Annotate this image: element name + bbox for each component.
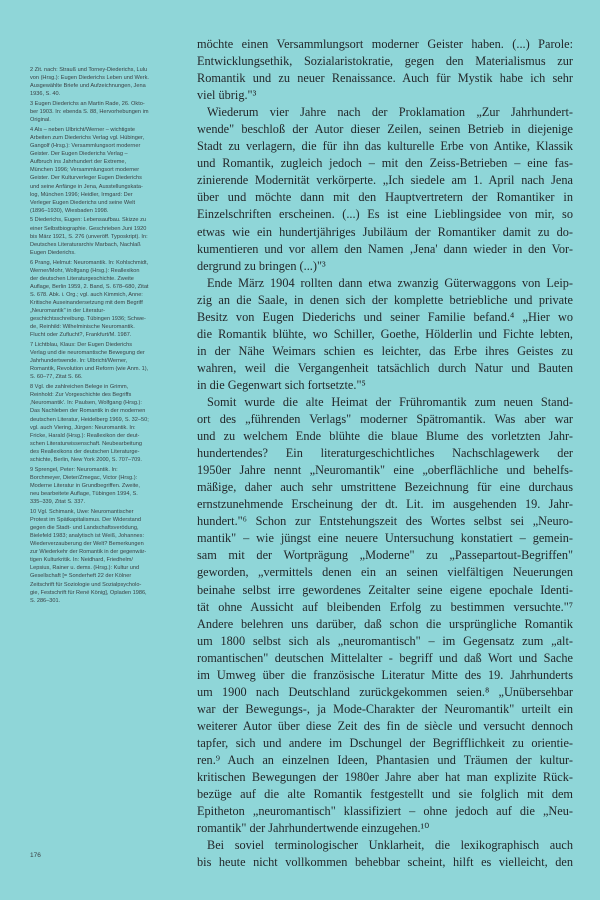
text-line: viel übrig."³ xyxy=(197,88,257,103)
footnote-line: geschichtsschreibung. Tübingen 1936; Schwe- xyxy=(30,316,146,323)
text-line: zig an die Saale, in denen sich der komplette betriebliche und private xyxy=(197,292,573,307)
footnote-line: Wiederverzauberung der Welt? Bemerkungen xyxy=(30,541,144,548)
footnote xyxy=(30,508,180,605)
text-line: war der Bewegungs-, ja Mode-Charakter der Neuromantik" urteilt ein xyxy=(197,701,573,716)
text-line: Einzelschriften erscheinen. (...) Es ist eine Lieblingsidee von mir, so xyxy=(197,207,573,222)
page-number: 176 xyxy=(30,852,41,859)
footnote-line: zur Wiederkehr der Romantik in der gegenwär- xyxy=(30,549,147,556)
footnote-line: Romantik, Revolution und Reform (wie Anm. 1), xyxy=(30,366,149,373)
text-line: Romantik und zu neuer Renaissance. Auch für Mystik habe ich sehr xyxy=(197,71,573,86)
footnotes-column xyxy=(30,66,180,606)
text-line: Epitheton „neuromantisch" klassifiziert – ohne jedoch auf die „Neu- xyxy=(197,804,573,819)
footnote-line: Moderne Literatur in Grundbegriffen. Zweite, xyxy=(30,482,140,489)
text-line: mäßige, daher auch sehr umstrittene Bezeichnung für eine durchaus xyxy=(197,480,573,495)
footnote-line: Werner/Mohr, Wolfgang (Hrsg.): Reallexikon xyxy=(30,267,140,274)
footnote-line: deutschen Literatur, Heidelberg 1969, S. 32–50; xyxy=(30,416,149,423)
footnote-line: Borchmeyer, Dieter/Zmegac, Victor (Hrsg.): xyxy=(30,474,138,481)
text-line: 1950er Jahre nennt „Neuromantik" eine „oberflächliche und behelfs- xyxy=(197,463,573,478)
footnote-line: ‚Neuromantik'. In: Paulsen, Wolfgang (Hrsg.): xyxy=(30,400,142,407)
footnote-line: Jahrhundertwende. In: Ulbricht/Werner, xyxy=(30,358,128,365)
footnote-line: (1896–1930), Wiesbaden 1998. xyxy=(30,207,109,214)
paragraph xyxy=(197,837,573,871)
text-line: möchte einen Versammlungsort moderner Geister haben. (...) Parole: xyxy=(197,37,573,51)
footnote-line: S. 678. Abk. i. Org.; vgl. auch Kimmich, Anne: xyxy=(30,291,143,298)
footnote-line: 1936, S. 40. xyxy=(30,91,61,98)
footnote-line: 335–339, Zitat S. 337. xyxy=(30,499,86,506)
paragraph xyxy=(197,104,573,274)
footnote-line: Flucht oder Zuflucht?, Frankfurt/M. 1987. xyxy=(30,332,132,339)
text-line: tapfer, sich und andere im Dschungel der Begrifflichkeit zu orientie- xyxy=(197,735,573,750)
text-line: Wiederum vier Jahre nach der Proklamation „Zur Jahrhundert- xyxy=(207,105,573,120)
footnote-line: de, Reinhild: Wilhelminische Neuromantik. xyxy=(30,324,135,331)
footnote-line: Original. xyxy=(30,117,51,124)
footnote-line: Geister. Der Kulturverleger Eugen Diederichs xyxy=(30,175,142,182)
footnote-line: 6 Prang, Helmut: Neuromantik. In: Kohlschmidt, xyxy=(30,259,149,266)
footnote xyxy=(30,466,180,506)
text-line: sam mit der Wortprägung „Moderne" zu „Passepartout-Begriffen" xyxy=(197,548,573,563)
footnote-line: bis März 1921, S. 276 (unveröff. Typoskript). In: xyxy=(30,233,148,240)
text-line: kritischen Bewegungen der 1980er Jahre aber hat man explizite Rück- xyxy=(197,770,573,785)
text-line: romantik" der Jahrhundertwende einzugehen.¹⁰ xyxy=(197,821,430,836)
text-line: in der Nähe Weimars schien es leichter, das Erbe ihres Geistes zu xyxy=(197,343,573,358)
footnote xyxy=(30,383,180,464)
text-line: hundertendes? Ein literaturgeschichtliches Nachschlagewerk der xyxy=(197,446,573,461)
footnote-line: einer Selbstbiographie. Geschrieben Juni 1920 xyxy=(30,225,147,232)
footnote-line: Zeitschrift für Soziologie und Sozialpsycholo- xyxy=(30,581,142,588)
main-text xyxy=(197,36,573,871)
footnote-line: Verleger Eugen Diederichs und seine Welt xyxy=(30,199,135,206)
text-line: etwas wie ein hundertjähriges Jubiläum der Romantiker damit zu do- xyxy=(197,224,573,239)
footnote-line: S. 60–77, Zitat S. 66. xyxy=(30,374,83,381)
text-line: hundert."⁶ Schon zur Entstehungszeit des Wortes selbst sei „Neuro- xyxy=(197,514,573,529)
footnote-line: Gesellschaft [= Sonderheft 22 der Kölner xyxy=(30,573,132,580)
text-line: kumentieren und vor allem den Namen ‚Jena' dann wieder in den Vor- xyxy=(197,241,573,256)
footnote-line: 5 Diederichs, Eugen: Lebensaufbau. Skizze zu xyxy=(30,217,146,224)
text-line: um 1800 selbst sich als „neuromantisch" – im Gegensatz zum „alt- xyxy=(197,633,573,648)
footnote-line: Aufbruch ins Jahrhundert der Extreme, xyxy=(30,159,127,166)
footnote-line: „Neuromantik" in der Literatur- xyxy=(30,308,106,315)
footnote xyxy=(30,126,180,215)
footnote xyxy=(30,341,180,381)
footnote-line: Gangolf (Hrsg.): Versammlungsort moderner xyxy=(30,143,141,150)
text-line: im Umweg über die französische Literatur Mitte des 19. Jahrhunderts xyxy=(197,667,573,682)
footnote-line: 8 Vgl. die zahlreichen Belege in Grimm, xyxy=(30,384,129,391)
paragraph xyxy=(197,394,573,837)
text-line: ort des „führenden Verlags" moderner Spätromantik. Was aber war xyxy=(197,412,573,427)
footnote-line: und seine Anfänge in Jena, Ausstellungskata- xyxy=(30,183,143,190)
text-line: geworden, „vermittels denen ein an seinen vielfältigen Neuerungen xyxy=(197,565,573,580)
footnote-line: Arbeiten zum Diederichs Verlag vgl. Hübinger, xyxy=(30,134,145,141)
text-line: Bei soviel terminologischer Unklarheit, die lexikographisch auch xyxy=(207,838,573,853)
footnote-line: Kritische Auseinandersetzung mit dem Begriff xyxy=(30,300,143,306)
text-line: tät ohne Aussicht auf bleibenden Erfolg zu bestimmen versuchte."⁷ xyxy=(197,599,573,614)
footnote-line: neu bearbeitete Auflage, Tübingen 1994, S. xyxy=(30,490,138,497)
text-line: Stadt zu verlagern, die für ihn das kulturelle Erbe von Antike, Klassik xyxy=(197,139,573,154)
text-line: Somit wurde die alte Heimat der Frühromantik zum neuen Stand- xyxy=(207,394,573,409)
footnote-line: Ausgewählte Briefe und Aufzeichnungen, Jena xyxy=(30,83,146,90)
text-line: mantik" – wie jüngst eine neuere Untersuchung konstatiert – gemein- xyxy=(197,531,573,546)
text-line: und zu welchem Ende blühte die blaue Blume des vorletzten Jahr- xyxy=(197,429,573,444)
footnote-line: ber 1903. In: ebenda S. 88, Hervorhebungen im xyxy=(30,109,149,116)
text-line: beinahe selbst irre gewordenes Zeitalter seine eigene epochale Identi- xyxy=(197,582,573,597)
footnote xyxy=(30,259,180,340)
footnote-line: der deutschen Literaturgeschichte. Zweite xyxy=(30,275,134,282)
text-line: weiterer Autor über diese Zeit des fin de siècle und versucht dennoch xyxy=(197,718,573,733)
footnote-line: von (Hrsg.): Eugen Diederichs Leben und Werk. xyxy=(30,75,149,82)
text-line: dergrund zu bringen (...)"³ xyxy=(197,258,326,273)
footnote-line: 2 Zit. nach: Strauß und Torney-Diederichs, Lulu xyxy=(30,67,148,73)
text-line: bezüge auf die alte Romantik festgestellt und sie folglich mit dem xyxy=(197,787,573,802)
text-line: über und möchte dann mit den Hauptvertretern der Romantiker in xyxy=(197,190,573,205)
text-line: romantischen" deutschen Mittelalter - begriff und daß Wort und Sache xyxy=(197,650,573,665)
footnote-line: gie, Festschrift für René König], Opladen 1986, xyxy=(30,589,147,596)
text-line: die Romantik blühte, wo Schiller, Goethe, Hölderlin und Fichte lebten, xyxy=(197,326,573,341)
text-line: ernstzunehmende Erscheinung der dt. Lit. im ausgehenden 19. Jahr- xyxy=(197,497,573,512)
footnote-line: 4 Als – neben Ulbricht/Werner – wichtigste xyxy=(30,126,135,133)
footnote xyxy=(30,216,180,256)
text-line: wende" beschloß der Autor dieser Zeilen, seinen Betrieb in diejenige xyxy=(197,122,573,137)
footnote-line: Geister. Der Eugen Diederichs Verlag – xyxy=(30,151,128,158)
footnote-line: schen Literaturwissenschaft. Neubearbeitung xyxy=(30,440,142,447)
footnote-line: München 1996; Versammlungsort moderner xyxy=(30,167,140,174)
footnote-line: schichte, Berlin, New York 2000, S. 707–709. xyxy=(30,456,142,463)
footnote-line: vgl. auch Viering, Jürgen: Neuromantik. In: xyxy=(30,424,136,431)
text-line: um 1900 nach Deutschland zurückgekommen seien.⁸ „Unübersehbar xyxy=(197,684,573,699)
text-line: Entwicklungsethik, Sozialaristokratie, gegen den Materialismus zur xyxy=(197,54,573,69)
footnote xyxy=(30,100,180,124)
footnote-line: Verlag und die neuromantische Bewegung der xyxy=(30,350,145,357)
text-line: Besitz von Eugen Diederichs und seiner Familie befand.⁴ „Hier wo xyxy=(197,309,573,324)
footnote-line: Deutsches Literaturarchiv Marbach, Nachlaß xyxy=(30,241,141,248)
footnote-line: Protest im Spätkapitalismus. Der Widerstand xyxy=(30,516,141,523)
text-line: und Romantik, zugleich jedoch – mit den Zeiss-Betrieben – eine fas- xyxy=(197,156,573,171)
footnote-line: des Reallexikons der deutschen Literaturge- xyxy=(30,448,140,455)
footnote xyxy=(30,66,180,98)
text-line: zinierende Modernität verkörperte. „Ich siedele am 1. April nach Jena xyxy=(197,173,573,188)
footnote-line: Bielefeld 1983; analytisch ist Weiß, Johannes: xyxy=(30,533,145,539)
footnote-line: S. 286–301. xyxy=(30,597,61,604)
footnote-line: Das Nachleben der Romantik in der modernen xyxy=(30,408,146,415)
footnote-line: Lepsius, Rainer u. dems. (Hrsg.): Kultur und xyxy=(30,565,140,572)
paragraph xyxy=(197,275,573,394)
footnote-line: gegen die Stadt- und Landschaftsverödung, xyxy=(30,524,139,531)
paragraph xyxy=(197,36,573,104)
footnote-line: Reinhold: Zur Vorgeschichte des Begriffs xyxy=(30,392,132,399)
text-line: ren.⁹ Auch an einzelnen Ideen, Phantasien und Träumen der kultur- xyxy=(197,752,573,767)
text-line: Ende März 1904 rollten dann etwa zwanzig Güterwaggons von Leip- xyxy=(207,275,573,290)
text-line: wahren, weil die Vergangenheit tatsächlich durch Natur und Bauten xyxy=(197,360,573,375)
text-line: in die Gegenwart sich fortsetzte."⁵ xyxy=(197,377,366,392)
footnote-line: log, München 1996; Heidler, Irmgard: Der xyxy=(30,191,133,198)
footnote-line: 9 Sprengel, Peter: Neuromantik. In: xyxy=(30,466,118,473)
footnote-line: 10 Vgl. Schimank, Uwe: Neuromantischer xyxy=(30,508,134,515)
footnote-line: 7 Lichtblau, Klaus: Der Eugen Diederichs xyxy=(30,342,132,349)
footnote-line: Fricke, Harald (Hrsg.): Reallexikon der deut- xyxy=(30,432,140,439)
footnote-line: Auflage, Berlin 1959, 2. Band, S. 678–680, Zitat xyxy=(30,283,149,290)
text-line: bis heute nicht vollkommen behebbar scheint, hilft es vielleicht, den xyxy=(197,855,573,870)
footnote-line: Eugen Diederichs. xyxy=(30,249,76,256)
footnote-line: tigen Kulturkritik. In: Neidhard, Friedhelm/ xyxy=(30,557,133,564)
footnote-line: 3 Eugen Diederichs an Martin Rade, 26. Okto- xyxy=(30,100,145,107)
text-line: Andere belehren uns darüber, daß schon die ursprüngliche Romantik xyxy=(197,616,573,631)
